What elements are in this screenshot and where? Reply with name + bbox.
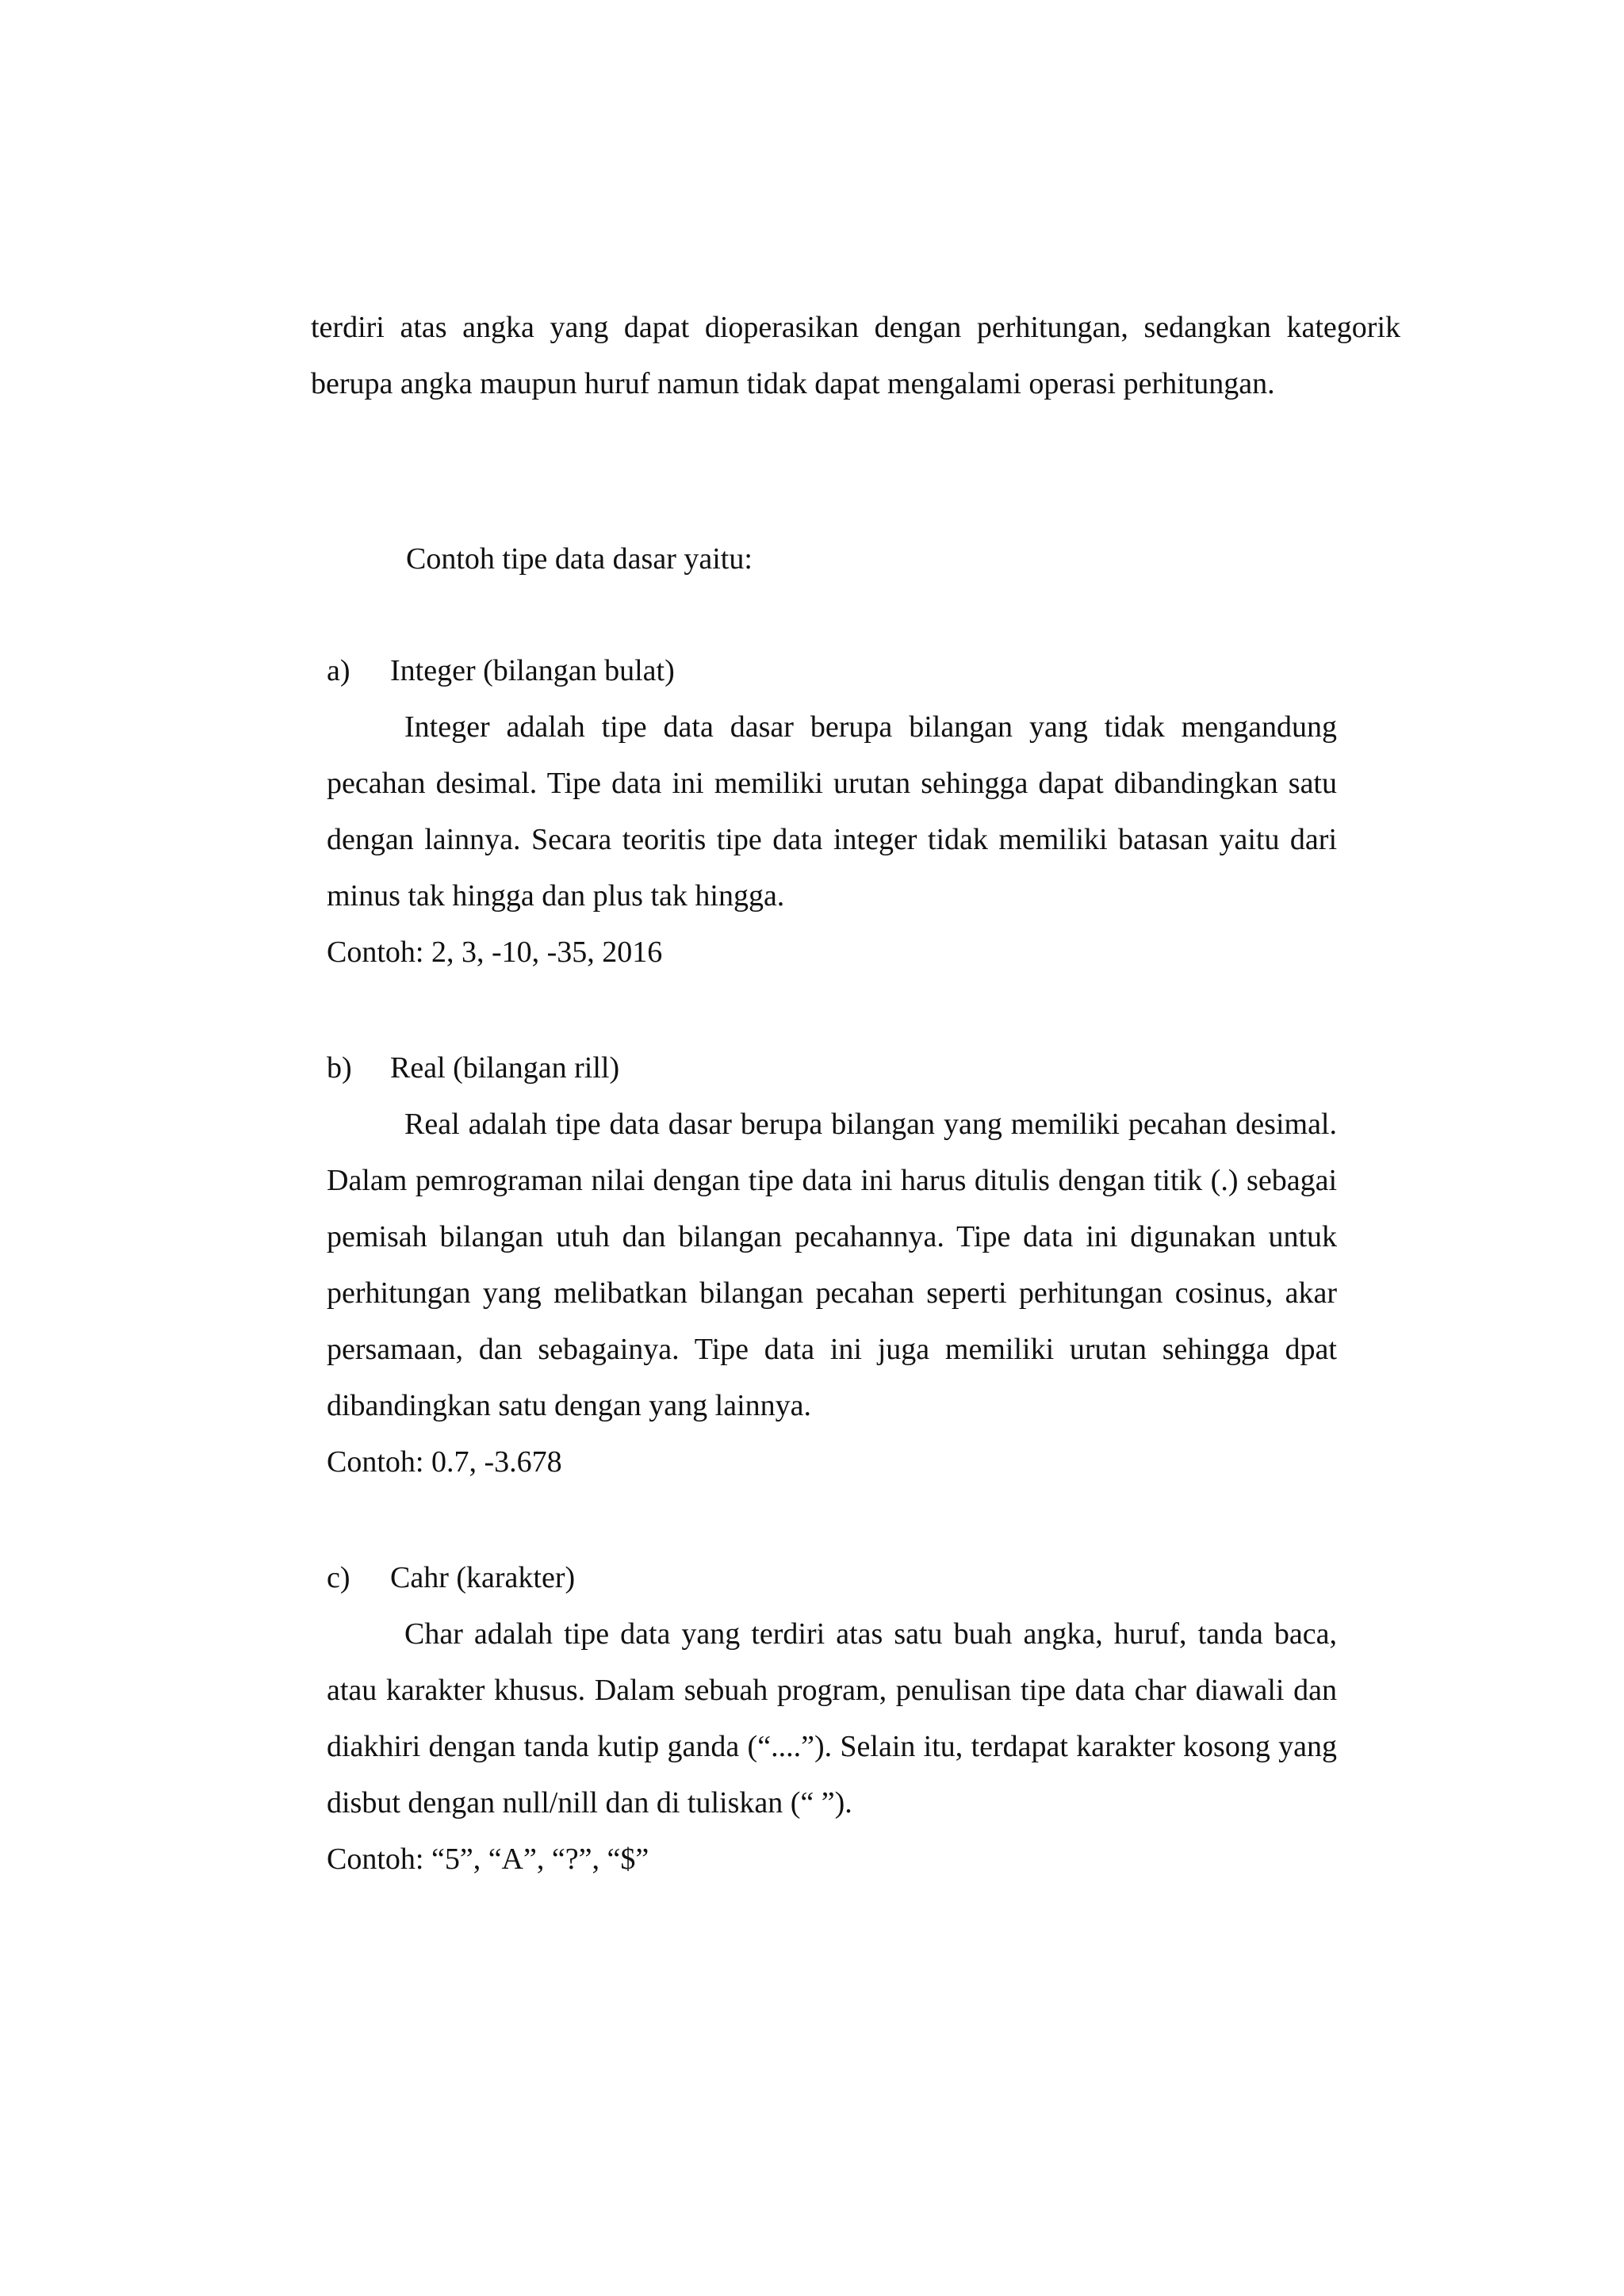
item-title: Integer (bilangan bulat) <box>390 654 675 687</box>
item-marker: c) <box>327 1561 350 1594</box>
item-description: Real adalah tipe data dasar berupa bilangan yang memiliki pecahan desimal. Dalam pemrograman nilai dengan tipe data ini harus ditulis dengan titik (.) sebagai pemisah bilangan utuh dan bilangan pecahannya. Tipe data ini digunakan untuk perhitungan yang melibatkan bilangan pecahan seperti perhitungan cosinus, akar persamaan, dan sebagainya. Tipe data ini juga memiliki urutan sehingga dpat dibandingkan satu dengan yang lainnya. <box>327 1108 1337 1422</box>
item-marker: a) <box>327 654 350 687</box>
list-item-real <box>327 1040 1400 1490</box>
item-heading <box>327 643 1400 699</box>
item-heading <box>327 1040 1400 1096</box>
item-example: Contoh: 2, 3, -10, -35, 2016 <box>327 936 663 969</box>
item-example: Contoh: “5”, “A”, “?”, “$” <box>327 1843 649 1876</box>
list-item-integer <box>327 643 1400 981</box>
item-description: Integer adalah tipe data dasar berupa bilangan yang tidak mengandung pecahan desimal. Tipe data ini memiliki urutan sehingga dapat dibandingkan satu dengan lainnya. Secara teoritis tipe data integer tidak memiliki batasan yaitu dari minus tak hingga dan plus tak hingga. <box>327 710 1337 913</box>
intro-paragraph: terdiri atas angka yang dapat dioperasikan dengan perhitungan, sedangkan kategorik berupa angka maupun huruf namun tidak dapat mengalami operasi perhitungan. <box>311 311 1400 400</box>
item-heading <box>327 1550 1400 1606</box>
item-marker: b) <box>327 1051 352 1085</box>
lead-sentence: Contoh tipe data dasar yaitu: <box>406 542 753 576</box>
item-title: Real (bilangan rill) <box>390 1051 620 1085</box>
item-description: Char adalah tipe data yang terdiri atas satu buah angka, huruf, tanda baca, atau karakter khusus. Dalam sebuah program, penulisan tipe data char diawali dan diakhiri dengan tanda kutip ganda (“....”). Selain itu, terdapat karakter kosong yang disbut dengan null/nill dan di tuliskan (“ ”). <box>327 1617 1337 1820</box>
item-title: Cahr (karakter) <box>390 1561 576 1594</box>
list-item-char <box>327 1550 1400 1888</box>
item-example: Contoh: 0.7, -3.678 <box>327 1445 562 1479</box>
